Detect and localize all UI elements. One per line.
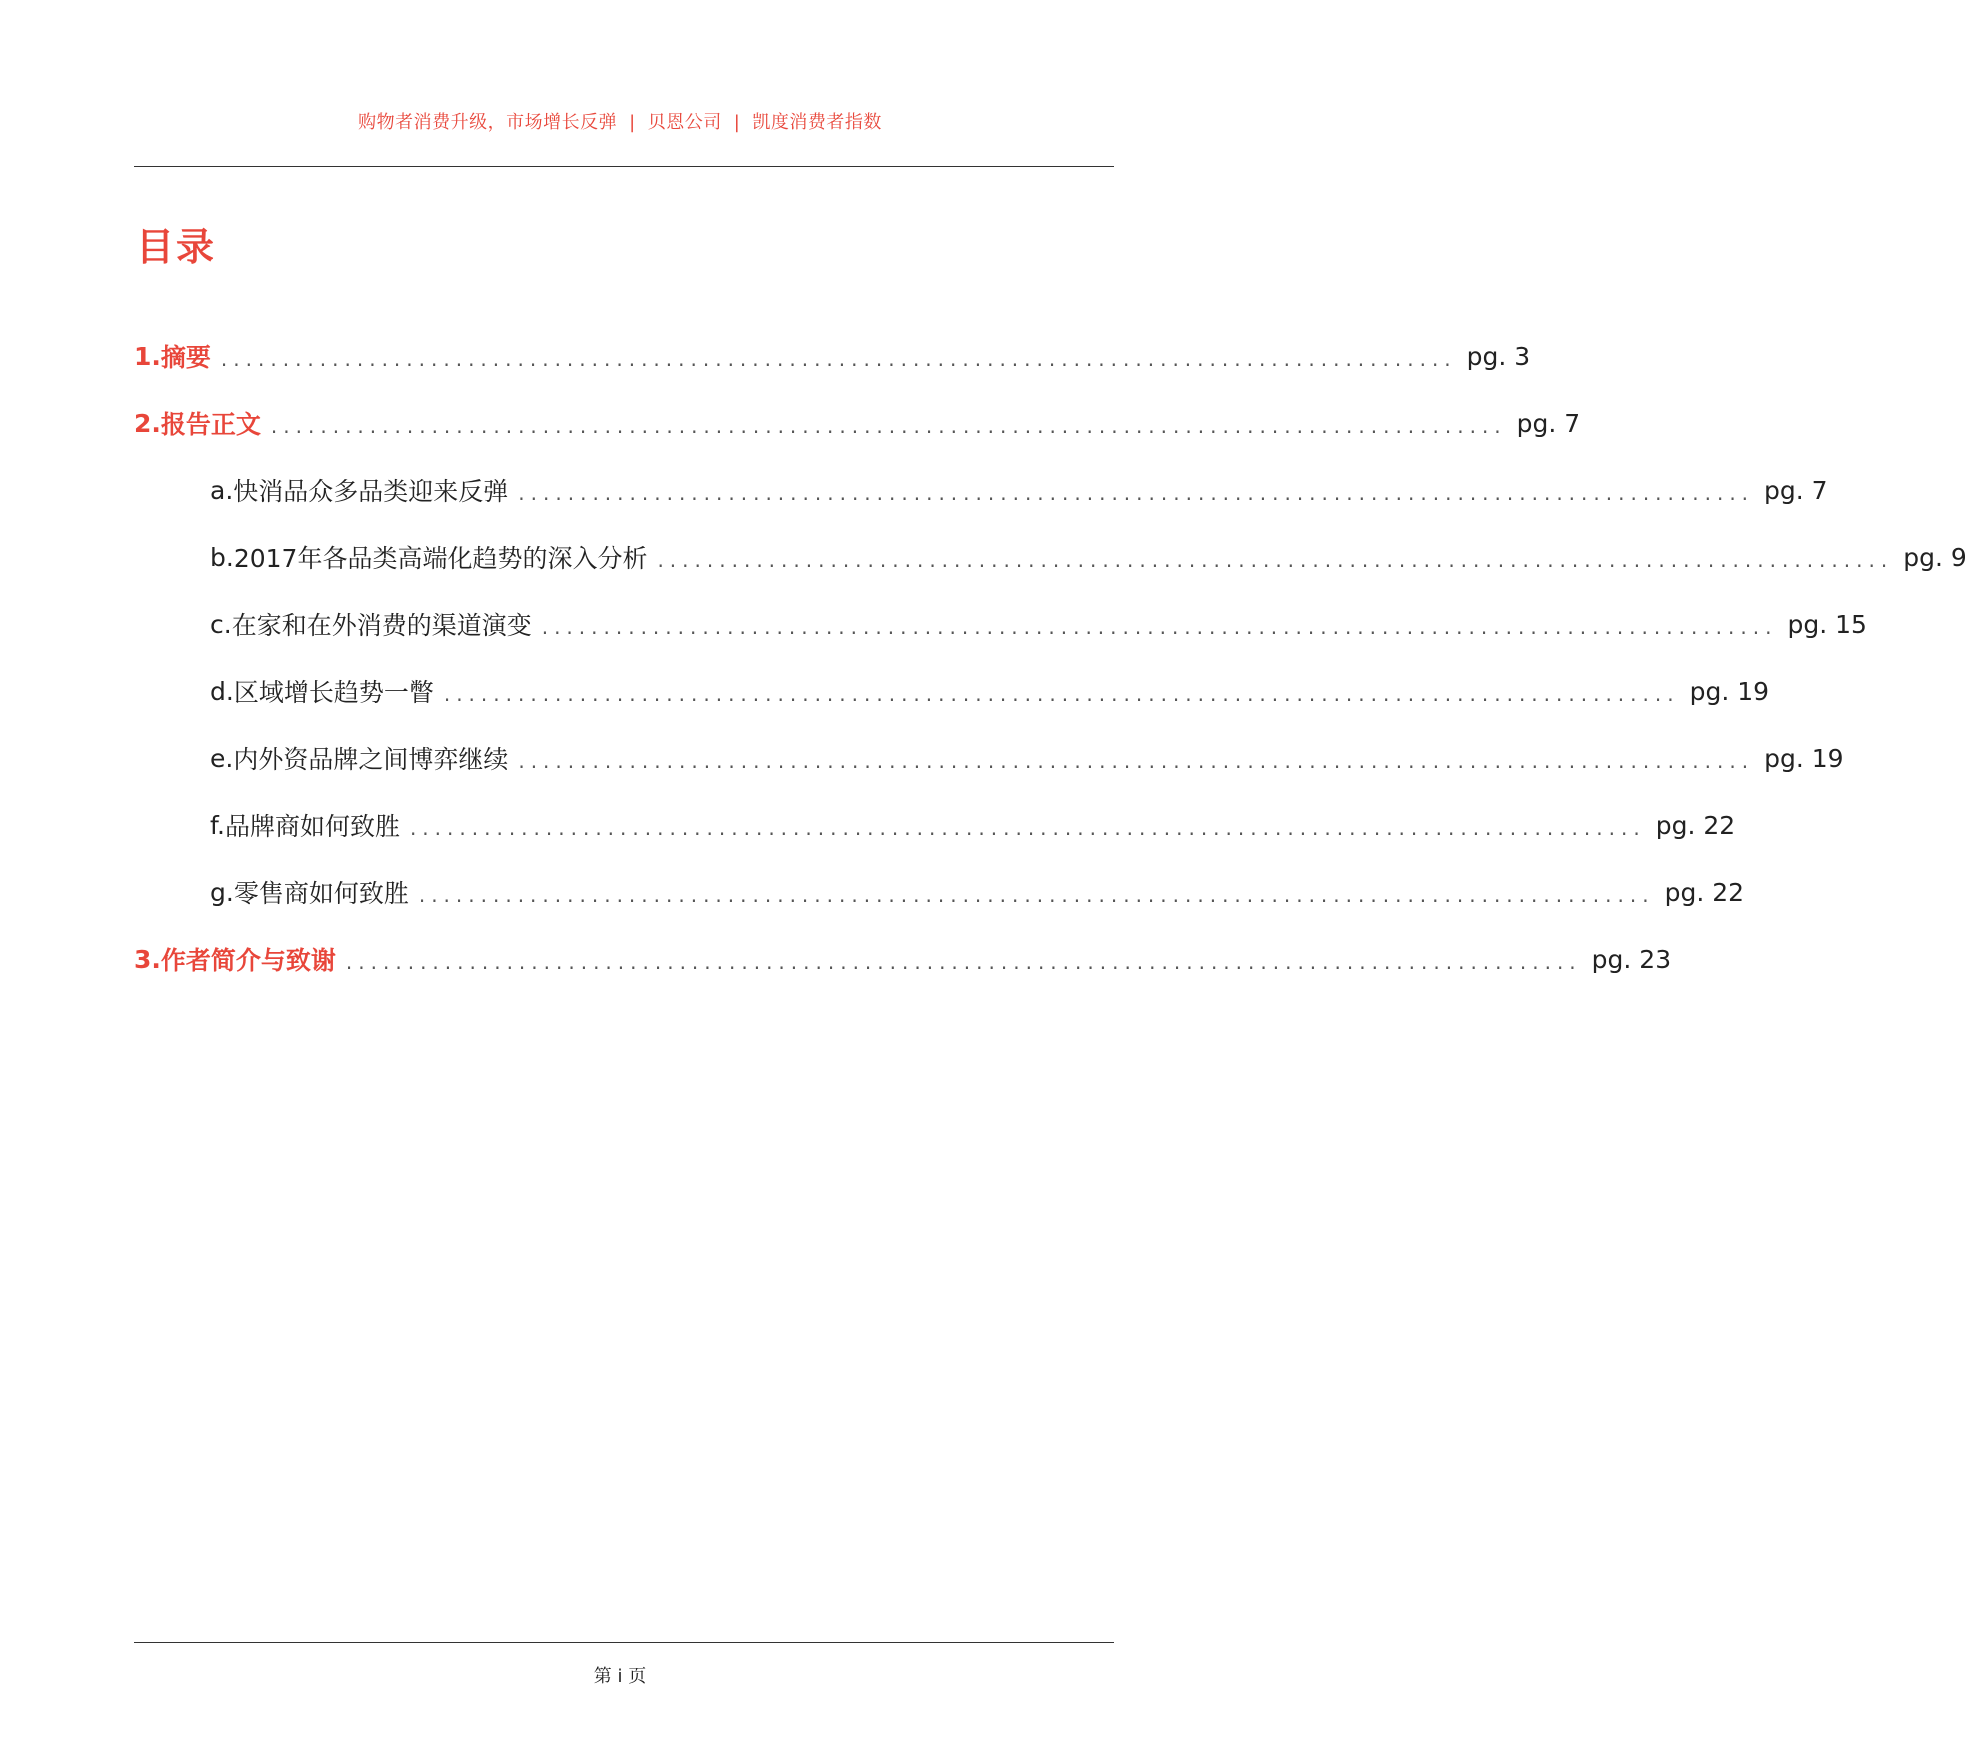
toc-subentry-letter: e. (210, 743, 234, 773)
toc-subentry-b[interactable] (210, 537, 1967, 577)
toc-entry-summary[interactable] (134, 336, 1531, 376)
toc-subentry-g[interactable] (210, 872, 1745, 912)
toc-entry-page: pg. 22 (1664, 877, 1745, 907)
toc-entry-label: 报告正文 (160, 410, 261, 439)
running-header (0, 108, 1240, 134)
toc-subentry-letter: b. (210, 542, 234, 572)
toc-subentry-e[interactable] (210, 738, 1844, 778)
toc-entry-number: 3. (134, 944, 161, 974)
toc-subentry-letter: d. (210, 676, 234, 706)
header-separator: | (733, 112, 741, 133)
toc-subentry-letter: g. (210, 877, 234, 907)
footer-divider (134, 1642, 1114, 1643)
toc-subentry-c[interactable] (210, 604, 1867, 644)
dot-leader: .................................................................................................... (270, 414, 1507, 438)
dot-leader: .................................................................................................... (518, 749, 1755, 773)
header-separator: | (629, 112, 636, 133)
toc-subentry-label: 在家和在外消费的渠道演变 (231, 611, 532, 640)
toc-entry-number: 2. (134, 408, 161, 438)
header-title: 购物者消费升级，市场增长反弹 (358, 112, 618, 133)
toc-entry-page: pg. 23 (1591, 944, 1672, 974)
toc-subentry-label: 零售商如何致胜 (233, 879, 409, 908)
toc-entry-page: pg. 9 (1903, 542, 1967, 572)
toc-entry-label: 作者简介与致谢 (160, 946, 336, 975)
toc-entry-page: pg. 3 (1466, 341, 1531, 371)
header-index: 凯度消费者指数 (752, 112, 882, 133)
toc-entry-page: pg. 7 (1516, 408, 1581, 438)
toc-entry-number: 1. (134, 341, 161, 371)
toc-subentry-d[interactable] (210, 671, 1770, 711)
toc-subentry-a[interactable] (210, 470, 1828, 510)
toc-subentry-label: 品牌商如何致胜 (224, 812, 400, 841)
toc-entry-page: pg. 22 (1655, 810, 1736, 840)
toc-subentry-letter: f. (210, 810, 225, 840)
toc-entry-report-body[interactable] (134, 403, 1581, 443)
page-number: 第 i 页 (593, 1666, 647, 1687)
toc-entry-page: pg. 19 (1764, 743, 1844, 773)
toc-entry-authors[interactable] (134, 939, 1672, 979)
dot-leader: .................................................................................................... (518, 481, 1755, 505)
header-divider (134, 166, 1114, 167)
dot-leader: .................................................................................................... (657, 548, 1894, 572)
toc-subentry-label: 快消品众多品类迎来反弹 (233, 477, 509, 506)
header-company: 贝恩公司 (647, 112, 722, 133)
dot-leader: .................................................................................................... (220, 347, 1457, 371)
toc-subentry-letter: a. (210, 475, 234, 505)
toc-subentry-f[interactable] (210, 805, 1736, 845)
toc-subentry-label: 内外资品牌之间博弈继续 (233, 745, 509, 774)
dot-leader: .................................................................................................... (443, 682, 1680, 706)
dot-leader: .................................................................................................... (345, 950, 1582, 974)
dot-leader: .................................................................................................... (541, 615, 1778, 639)
dot-leader: .................................................................................................... (418, 883, 1655, 907)
toc-entry-page: pg. 15 (1787, 609, 1867, 639)
toc-subentry-label: 区域增长趋势一瞥 (233, 678, 434, 707)
toc-entry-page: pg. 7 (1764, 475, 1828, 505)
dot-leader: .................................................................................................... (409, 816, 1646, 840)
toc-subentry-letter: c. (210, 609, 232, 639)
toc-entry-label: 摘要 (160, 343, 211, 372)
toc-subentry-label: 2017年各品类高端化趋势的深入分析 (233, 544, 648, 573)
toc-entry-page: pg. 19 (1689, 676, 1770, 706)
toc-title: 目录 (136, 225, 217, 269)
